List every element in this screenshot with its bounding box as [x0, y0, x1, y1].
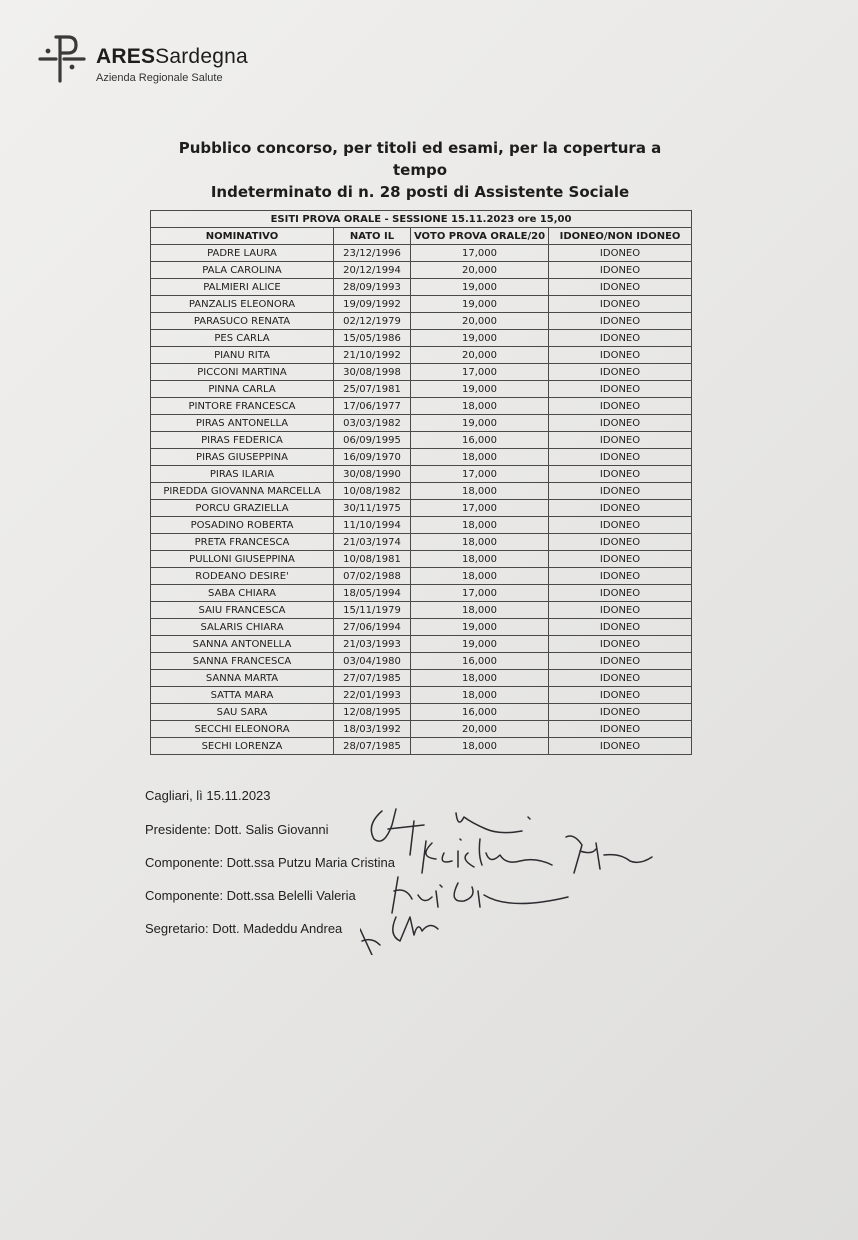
president-line: Presidente: Dott. Salis Giovanni	[145, 822, 329, 837]
table-row	[151, 415, 692, 432]
cell-nato-il: 28/07/1985	[334, 738, 411, 755]
table-row	[151, 619, 692, 636]
cell-idoneo: IDONEO	[549, 347, 692, 364]
cell-idoneo: IDONEO	[549, 602, 692, 619]
table-row	[151, 568, 692, 585]
cell-voto: 17,000	[411, 500, 549, 517]
cell-nominativo: SALARIS CHIARA	[151, 619, 334, 636]
cell-idoneo: IDONEO	[549, 415, 692, 432]
table-row	[151, 500, 692, 517]
table-row	[151, 330, 692, 347]
cell-idoneo: IDONEO	[549, 653, 692, 670]
column-header-nato-il: NATO IL	[334, 228, 411, 245]
place-date: Cagliari, lì 15.11.2023	[145, 788, 271, 803]
table-row	[151, 704, 692, 721]
table-row	[151, 279, 692, 296]
cell-nato-il: 28/09/1993	[334, 279, 411, 296]
table-row	[151, 721, 692, 738]
cell-idoneo: IDONEO	[549, 500, 692, 517]
ares-cross-logo-icon	[38, 33, 88, 85]
cell-nato-il: 18/03/1992	[334, 721, 411, 738]
cell-idoneo: IDONEO	[549, 364, 692, 381]
table-row	[151, 585, 692, 602]
cell-voto: 19,000	[411, 279, 549, 296]
cell-nato-il: 17/06/1977	[334, 398, 411, 415]
title-line-2: Indeterminato di n. 28 posti di Assistente Sociale	[210, 183, 630, 201]
cell-nato-il: 22/01/1993	[334, 687, 411, 704]
cell-nato-il: 19/09/1992	[334, 296, 411, 313]
cell-nato-il: 30/11/1975	[334, 500, 411, 517]
cell-voto: 19,000	[411, 415, 549, 432]
cell-voto: 17,000	[411, 585, 549, 602]
column-header-voto: VOTO PROVA ORALE/20	[411, 228, 549, 245]
table-row	[151, 466, 692, 483]
table-header-row	[151, 228, 692, 245]
cell-voto: 17,000	[411, 466, 549, 483]
org-name-rest: Sardegna	[155, 45, 248, 68]
cell-nominativo: PIANU RITA	[151, 347, 334, 364]
cell-idoneo: IDONEO	[549, 721, 692, 738]
org-name-bold: ARES	[96, 45, 156, 68]
cell-idoneo: IDONEO	[549, 517, 692, 534]
table-row	[151, 738, 692, 755]
cell-nato-il: 21/03/1974	[334, 534, 411, 551]
cell-nominativo: PES CARLA	[151, 330, 334, 347]
cell-nominativo: PIRAS ANTONELLA	[151, 415, 334, 432]
cell-nato-il: 27/07/1985	[334, 670, 411, 687]
cell-nato-il: 30/08/1998	[334, 364, 411, 381]
cell-nato-il: 20/12/1994	[334, 262, 411, 279]
cell-voto: 18,000	[411, 602, 549, 619]
cell-nominativo: RODEANO DESIRE'	[151, 568, 334, 585]
secretary-line: Segretario: Dott. Madeddu Andrea	[145, 921, 343, 936]
cell-voto: 20,000	[411, 262, 549, 279]
cell-nominativo: SABA CHIARA	[151, 585, 334, 602]
column-header-nominativo: NOMINATIVO	[151, 228, 334, 245]
table-row	[151, 653, 692, 670]
results-table	[150, 210, 692, 755]
org-name	[96, 45, 248, 69]
cell-voto: 19,000	[411, 330, 549, 347]
cell-idoneo: IDONEO	[549, 313, 692, 330]
cell-nominativo: PALA CAROLINA	[151, 262, 334, 279]
cell-idoneo: IDONEO	[549, 483, 692, 500]
cell-nominativo: POSADINO ROBERTA	[151, 517, 334, 534]
cell-idoneo: IDONEO	[549, 279, 692, 296]
cell-voto: 19,000	[411, 619, 549, 636]
table-row	[151, 262, 692, 279]
cell-idoneo: IDONEO	[549, 466, 692, 483]
cell-nato-il: 15/05/1986	[334, 330, 411, 347]
column-header-idoneo: IDONEO/NON IDONEO	[549, 228, 692, 245]
cell-voto: 16,000	[411, 653, 549, 670]
table-row	[151, 517, 692, 534]
cell-voto: 18,000	[411, 568, 549, 585]
title-line-1: Pubblico concorso, per titoli ed esami, per la copertura a tempo	[178, 139, 662, 179]
table-caption: ESITI PROVA ORALE - SESSIONE 15.11.2023 ore 15,00	[151, 211, 692, 228]
cell-nato-il: 06/09/1995	[334, 432, 411, 449]
cell-voto: 18,000	[411, 449, 549, 466]
ares-logo	[38, 33, 268, 89]
cell-nominativo: PINTORE FRANCESCA	[151, 398, 334, 415]
cell-voto: 18,000	[411, 517, 549, 534]
table-row	[151, 296, 692, 313]
cell-idoneo: IDONEO	[549, 296, 692, 313]
cell-voto: 20,000	[411, 313, 549, 330]
cell-idoneo: IDONEO	[549, 534, 692, 551]
cell-voto: 19,000	[411, 636, 549, 653]
table-row	[151, 483, 692, 500]
cell-nato-il: 11/10/1994	[334, 517, 411, 534]
cell-idoneo: IDONEO	[549, 687, 692, 704]
cell-nominativo: SAU SARA	[151, 704, 334, 721]
cell-voto: 19,000	[411, 381, 549, 398]
cell-nominativo: SECHI LORENZA	[151, 738, 334, 755]
cell-voto: 16,000	[411, 704, 549, 721]
cell-nato-il: 07/02/1988	[334, 568, 411, 585]
cell-voto: 18,000	[411, 551, 549, 568]
cell-nominativo: SATTA MARA	[151, 687, 334, 704]
cell-idoneo: IDONEO	[549, 738, 692, 755]
table-body	[151, 245, 692, 755]
cell-voto: 18,000	[411, 534, 549, 551]
cell-idoneo: IDONEO	[549, 551, 692, 568]
cell-voto: 17,000	[411, 364, 549, 381]
cell-nato-il: 12/08/1995	[334, 704, 411, 721]
cell-nominativo: SAIU FRANCESCA	[151, 602, 334, 619]
document-title	[150, 137, 690, 203]
table-row	[151, 347, 692, 364]
cell-nominativo: PARASUCO RENATA	[151, 313, 334, 330]
table-row	[151, 551, 692, 568]
cell-nato-il: 16/09/1970	[334, 449, 411, 466]
cell-nato-il: 10/08/1982	[334, 483, 411, 500]
signatures-handwritten	[360, 795, 660, 955]
cell-nominativo: PORCU GRAZIELLA	[151, 500, 334, 517]
cell-idoneo: IDONEO	[549, 636, 692, 653]
cell-nato-il: 23/12/1996	[334, 245, 411, 262]
cell-nominativo: PICCONI MARTINA	[151, 364, 334, 381]
cell-voto: 18,000	[411, 483, 549, 500]
table-row	[151, 687, 692, 704]
cell-nato-il: 03/04/1980	[334, 653, 411, 670]
table-row	[151, 636, 692, 653]
cell-nominativo: PIREDDA GIOVANNA MARCELLA	[151, 483, 334, 500]
cell-nominativo: PALMIERI ALICE	[151, 279, 334, 296]
cell-nominativo: SANNA FRANCESCA	[151, 653, 334, 670]
cell-nato-il: 15/11/1979	[334, 602, 411, 619]
table-row	[151, 449, 692, 466]
cell-voto: 18,000	[411, 670, 549, 687]
member2-line: Componente: Dott.ssa Belelli Valeria	[145, 888, 356, 903]
cell-nato-il: 10/08/1981	[334, 551, 411, 568]
cell-nato-il: 25/07/1981	[334, 381, 411, 398]
org-subtitle: Azienda Regionale Salute	[96, 72, 223, 84]
table-row	[151, 602, 692, 619]
table-row	[151, 398, 692, 415]
table-caption-row	[151, 211, 692, 228]
cell-nominativo: PIRAS FEDERICA	[151, 432, 334, 449]
cell-voto: 18,000	[411, 398, 549, 415]
cell-nominativo: PADRE LAURA	[151, 245, 334, 262]
cell-nominativo: PIRAS ILARIA	[151, 466, 334, 483]
cell-nominativo: PANZALIS ELEONORA	[151, 296, 334, 313]
cell-voto: 20,000	[411, 347, 549, 364]
cell-idoneo: IDONEO	[549, 585, 692, 602]
cell-nominativo: SANNA MARTA	[151, 670, 334, 687]
cell-idoneo: IDONEO	[549, 245, 692, 262]
cell-nominativo: PRETA FRANCESCA	[151, 534, 334, 551]
cell-nato-il: 21/10/1992	[334, 347, 411, 364]
cell-idoneo: IDONEO	[549, 262, 692, 279]
table-row	[151, 432, 692, 449]
cell-idoneo: IDONEO	[549, 449, 692, 466]
table-row	[151, 670, 692, 687]
table-row	[151, 364, 692, 381]
cell-idoneo: IDONEO	[549, 704, 692, 721]
cell-voto: 18,000	[411, 738, 549, 755]
cell-voto: 16,000	[411, 432, 549, 449]
cell-voto: 19,000	[411, 296, 549, 313]
table-row	[151, 534, 692, 551]
table-row	[151, 245, 692, 262]
cell-idoneo: IDONEO	[549, 568, 692, 585]
cell-voto: 17,000	[411, 245, 549, 262]
cell-nato-il: 18/05/1994	[334, 585, 411, 602]
table-row	[151, 313, 692, 330]
cell-nato-il: 21/03/1993	[334, 636, 411, 653]
cell-idoneo: IDONEO	[549, 670, 692, 687]
cell-idoneo: IDONEO	[549, 330, 692, 347]
cell-voto: 20,000	[411, 721, 549, 738]
member1-line: Componente: Dott.ssa Putzu Maria Cristina	[145, 855, 395, 870]
cell-nominativo: SECCHI ELEONORA	[151, 721, 334, 738]
cell-nominativo: PIRAS GIUSEPPINA	[151, 449, 334, 466]
table-row	[151, 381, 692, 398]
cell-nato-il: 27/06/1994	[334, 619, 411, 636]
cell-nominativo: PULLONI GIUSEPPINA	[151, 551, 334, 568]
cell-nominativo: PINNA CARLA	[151, 381, 334, 398]
cell-idoneo: IDONEO	[549, 398, 692, 415]
cell-nato-il: 03/03/1982	[334, 415, 411, 432]
cell-nato-il: 30/08/1990	[334, 466, 411, 483]
cell-nominativo: SANNA ANTONELLA	[151, 636, 334, 653]
cell-nato-il: 02/12/1979	[334, 313, 411, 330]
cell-idoneo: IDONEO	[549, 432, 692, 449]
cell-idoneo: IDONEO	[549, 619, 692, 636]
cell-idoneo: IDONEO	[549, 381, 692, 398]
cell-voto: 18,000	[411, 687, 549, 704]
